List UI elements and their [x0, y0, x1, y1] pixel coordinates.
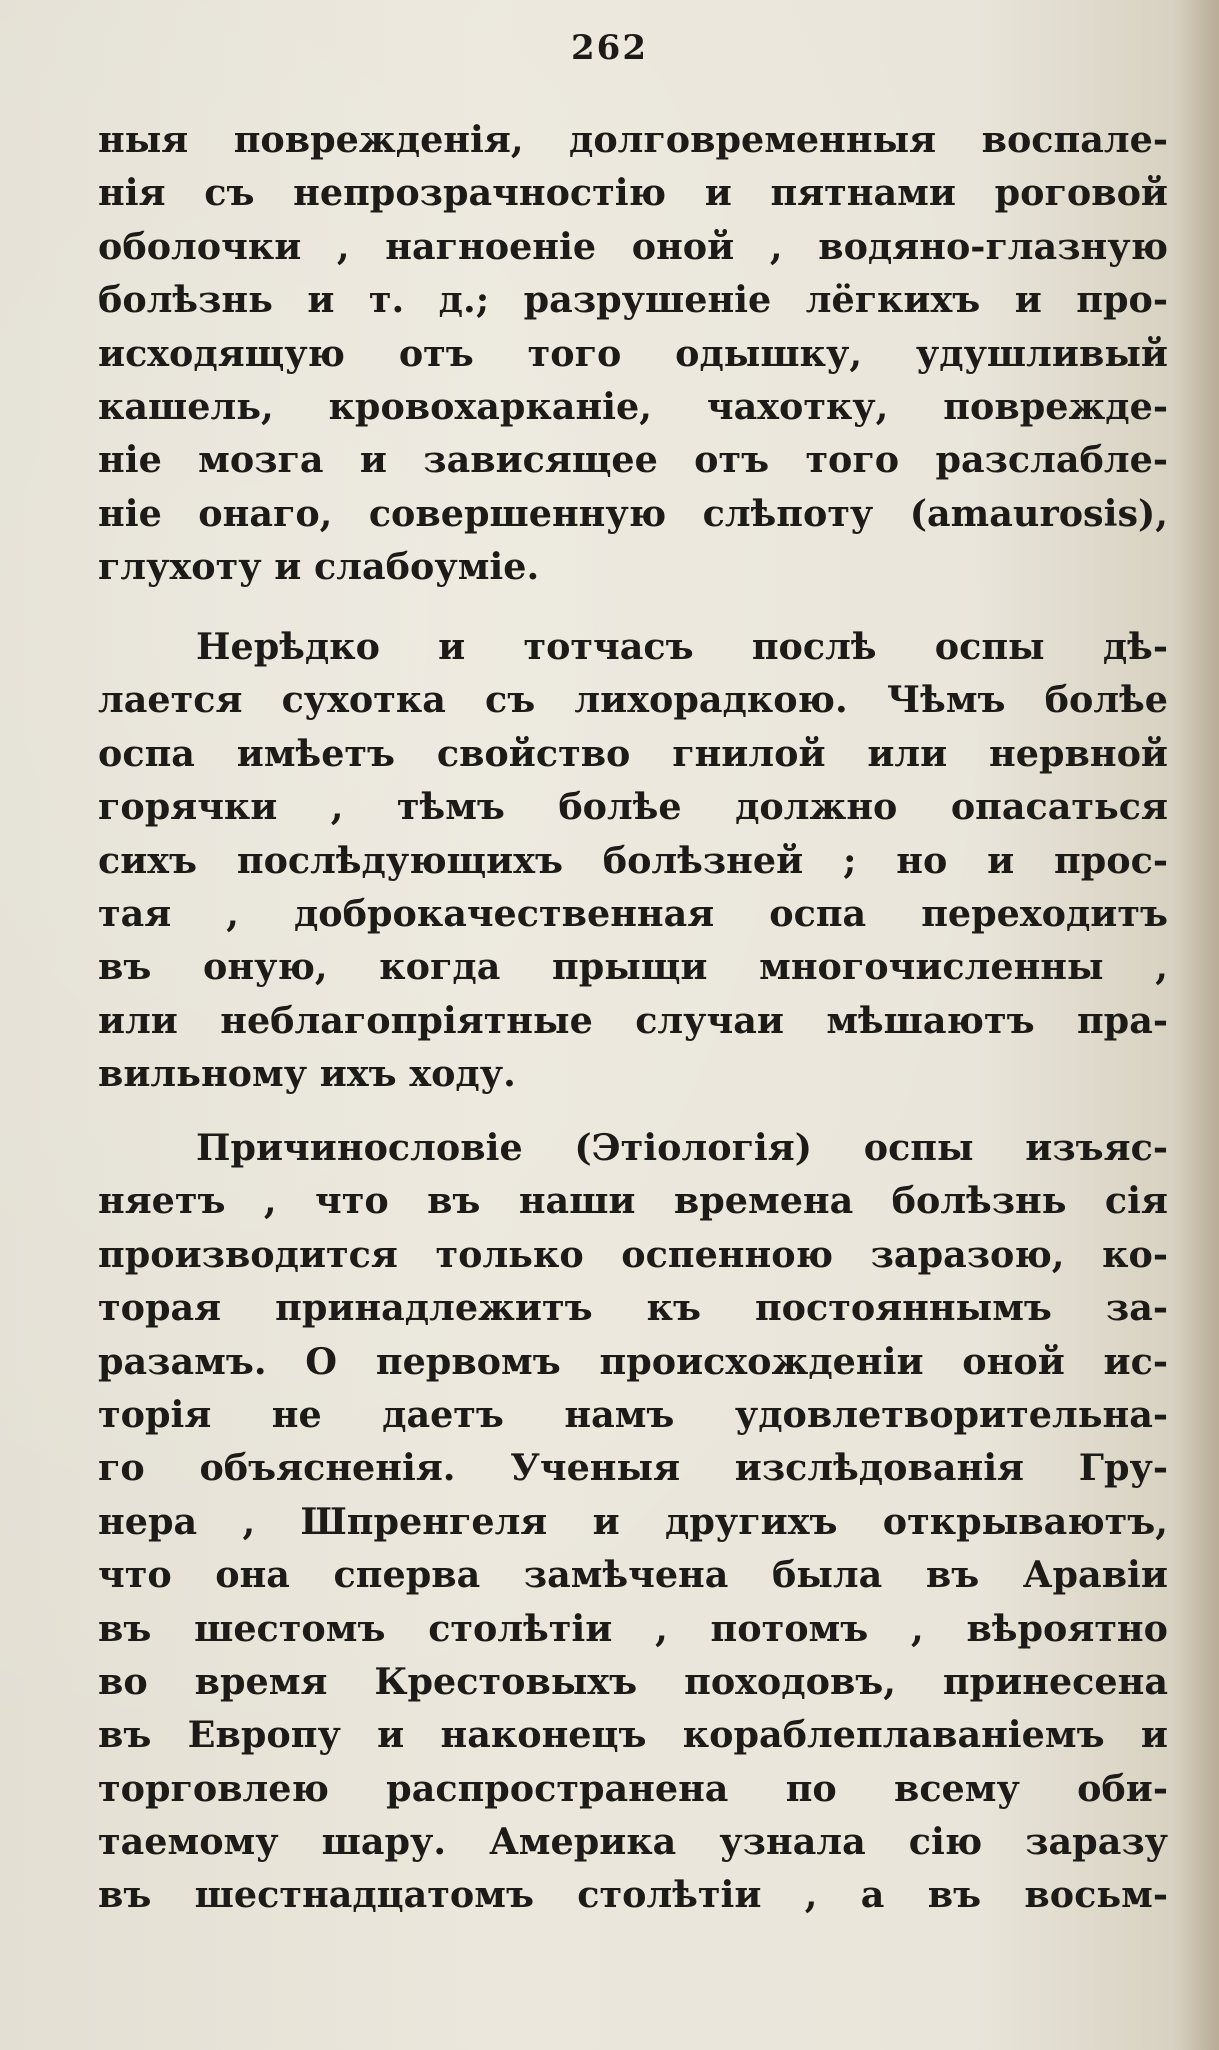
text-line: или неблагопріятные случаи мѣшаютъ пра- — [98, 998, 1168, 1042]
text-line: сихъ послѣдующихъ болѣзней ; но и прос- — [98, 838, 1168, 882]
text-line: болѣзнь и т. д.; разрушеніе лёгкихъ и про- — [98, 278, 1168, 322]
text-line: нія съ непрозрачностію и пятнами роговой — [98, 171, 1168, 215]
text-line: нера , Шпренгеля и другихъ открываютъ, — [98, 1499, 1168, 1543]
text-line: ніе онаго, совершенную слѣпоту (amaurosis), — [98, 491, 1168, 535]
text-line: горячки , тѣмъ болѣе должно опасаться — [98, 785, 1168, 829]
text-line: Нерѣдко и тотчасъ послѣ оспы дѣ- — [196, 625, 1168, 668]
text-line: торговлею распространена по всему оби- — [98, 1766, 1168, 1810]
text-line: что она сперва замѣчена была въ Аравіи — [98, 1553, 1168, 1597]
text-line: въ Европу и наконецъ кораблеплаваніемъ и — [98, 1713, 1168, 1757]
text-line: оспа имѣетъ свойство гнилой или нервной — [98, 731, 1168, 775]
paragraph-3 — [98, 1121, 1168, 1922]
text-line: разамъ. О первомъ происхожденіи оной ис- — [98, 1339, 1168, 1383]
text-line: въ шестнадцатомъ столѣтіи , а въ восьм- — [98, 1873, 1168, 1917]
text-line: лается сухотка съ лихорадкою. Чѣмъ болѣе — [98, 678, 1168, 722]
text-line: няетъ , что въ наши времена болѣзнь сія — [98, 1179, 1168, 1223]
text-line: го объясненія. Ученыя изслѣдованія Гру- — [98, 1446, 1168, 1490]
page-edge-shadow — [1179, 0, 1219, 2050]
text-line: Причинословіе (Этіологія) оспы изъяс- — [196, 1126, 1168, 1169]
text-line: въ оную, когда прыщи многочисленны , — [98, 945, 1168, 989]
text-line: торія не даетъ намъ удовлетворительна- — [98, 1392, 1168, 1436]
text-line: производится только оспенною заразою, ко- — [98, 1232, 1168, 1276]
paragraph-1 — [98, 113, 1168, 594]
text-line: таемому шару. Америка узнала сію заразу — [98, 1820, 1168, 1864]
text-line: во время Крестовыхъ походовъ, принесена — [98, 1659, 1168, 1703]
text-line: глухоту и слабоуміе. — [98, 545, 540, 589]
paragraph-2 — [98, 620, 1168, 1101]
text-line: кашель, кровохарканіе, чахотку, поврежде- — [98, 384, 1168, 428]
text-line: въ шестомъ столѣтіи , потомъ , вѣроятно — [98, 1606, 1168, 1650]
text-line: ніе мозга и зависящее отъ того разслабле- — [98, 438, 1168, 482]
text-line: оболочки , нагноеніе оной , водяно-глазную — [98, 224, 1168, 268]
text-line: торая принадлежитъ къ постояннымъ за- — [98, 1286, 1168, 1330]
text-line: тая , доброкачественная оспа переходитъ — [98, 891, 1168, 935]
page-number: 262 — [571, 28, 648, 68]
text-line: вильному ихъ ходу. — [98, 1052, 516, 1096]
text-line: ныя поврежденія, долговременныя воспале- — [98, 118, 1168, 161]
text-line: исходящую отъ того одышку, удушливый — [98, 331, 1168, 375]
